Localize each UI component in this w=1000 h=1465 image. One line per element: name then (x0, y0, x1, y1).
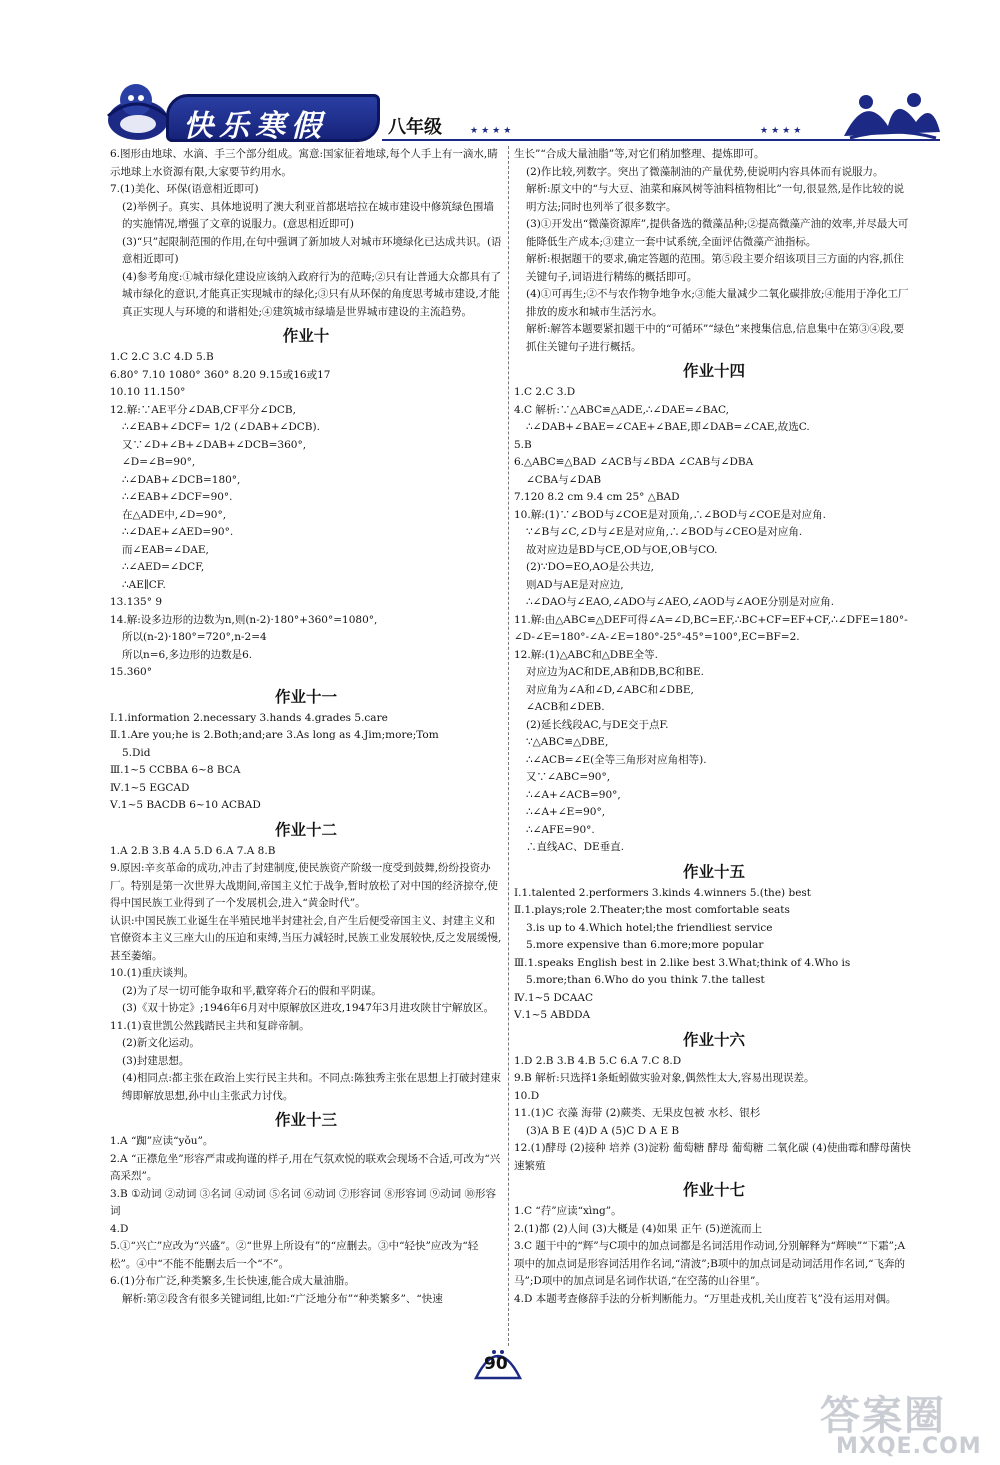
answer-line: ∴∠DAB+∠DCB=180°, (122, 473, 241, 486)
section-heading: 作业十四 (682, 362, 745, 380)
answer-line: ∴∠A+∠ACB=90°, (526, 788, 621, 801)
answer-line: 而∠EAB=∠DAE, (122, 543, 209, 556)
answer-line: 10.D (514, 1089, 540, 1102)
answer-line: ∴∠DAB+∠BAE=∠CAE+∠BAE,即∠DAB=∠CAE,故选C. (526, 421, 810, 433)
section-heading: 作业十二 (274, 820, 337, 839)
answer-line: 9.B 解析:只选择1条蚯蚓做实验对象,偶然性太大,容易出现误差。 (514, 1072, 815, 1084)
answer-line: 5.more expensive than 6.more;more popular (526, 939, 764, 951)
answer-line: Ⅰ.1.information 2.necessary 3.hands 4.grades 5.care (110, 711, 388, 724)
answer-line: 6.(1)分布广泛,种类繁多,生长快速,能合成大量油脂。 (110, 1275, 355, 1287)
answer-line: (2)作比较,列数字。突出了微藻制油的产量优势,使说明内容具体而有说服力。 (526, 165, 884, 178)
answer-line: 6.图形由地球、水滴、手三个部分组成。寓意:国家征着地球,每个人手上有一滴水,睛示地球上水资源有限,大家要节约用水。 (110, 148, 498, 178)
answer-line: ∴∠EAB+∠DCF=90°. (122, 491, 233, 503)
answer-line: 7.(1)美化、环保(语意相近即可) (110, 183, 259, 195)
answer-line: 3.C 题干中的“辉”与C项中的加点词都是名词活用作动词,分别解释为“辉映”“下霜”;A项中的加点词是形容词活用作名词,“清波”;B项中的加点词是动词活用作名词,“飞奔的马”;D项中的加点词是名词作状语,“在空荡的山谷里”。 (514, 1240, 906, 1287)
answer-line: (4)①可再生;②不与农作物争地争水;③能大量减少二氧化碳排放;④能用于净化工厂排放的废水和城市生活污水。 (526, 288, 909, 318)
answer-line: 5.more;than 6.Who do you think 7.the tallest (526, 974, 765, 986)
watermark-logo-text: 答案圈 (820, 1393, 946, 1439)
answer-line: ∵△ABC≌△DBE, (526, 736, 609, 748)
answer-line: 14.解:设多边形的边数为n,则(n-2)·180°+360°=1080°, (110, 613, 378, 626)
answer-line: Ⅲ.1~5 CCBBA 6~8 BCA (110, 764, 241, 776)
answer-line: 6.△ABC≌△BAD ∠ACB与∠BDA ∠CAB与∠DBA (514, 456, 754, 468)
answer-line: 7.120 8.2 cm 9.4 cm 25° △BAD (514, 491, 680, 503)
answer-line: 10.10 11.150° (110, 386, 186, 398)
answer-line: ∴AE∥CF. (122, 578, 166, 591)
answer-line: 解析:根据题干的要求,确定答题的范围。第⑤段主要介绍该项目三方面的内容,抓住关键句子,词语进行精练的概括即可。 (526, 253, 904, 283)
answer-line: 1.C “荇”应读“xìng”。 (514, 1205, 622, 1217)
answer-line: ∴∠ACB=∠E(全等三角形对应角相等). (526, 753, 707, 766)
brand-banner (166, 94, 380, 142)
answer-line: ∴∠EAB+∠DCF= 1/2 (∠DAB+∠DCB). (122, 421, 320, 433)
answer-line: ∴∠AFE=90°. (526, 823, 595, 836)
answer-line: ∴∠AED=∠DCF, (122, 561, 205, 573)
answer-line: 对应边为AC和DE,AB和DB,BC和BE. (526, 666, 704, 678)
answer-line: ∴直线AC、DE垂直. (526, 841, 625, 853)
answer-line: ∴∠DAE+∠AED=90°. (122, 526, 234, 538)
page-number-badge (472, 1340, 524, 1380)
answer-line: 对应角为∠A和∠D,∠ABC和∠DBE, (526, 683, 694, 696)
answer-line: Ⅱ.1.Are you;he is 2.Both;and;are 3.As long as 4.Jim;more;Tom (110, 729, 439, 741)
answer-line: (3)A B E (4)D A (5)C D A E B (526, 1124, 680, 1137)
grade-label: 八年级 (388, 117, 442, 138)
section-heading: 作业十五 (682, 862, 745, 881)
answer-line: 12.解:∵AE平分∠DAB,CF平分∠DCB, (110, 403, 296, 416)
left-column (110, 146, 502, 1308)
answer-line: 生长”“合成大量油脂”等,对它们稍加整理、提炼即可。 (514, 148, 765, 160)
answer-line: (3)①开发出“微藻资源库”,提供备选的微藻品种;②提高微藻产油的效率,并尽最大可能降低生产成本;③建立一套中试系统,全面评估微藻产油指标。 (526, 218, 909, 248)
answer-line: ∴∠A+∠E=90°, (526, 806, 606, 818)
answer-line: 10.解:(1)∵∠BOD与∠COE是对顶角,∴∠BOD与∠COE是对应角. (514, 508, 826, 521)
answer-line: (2)延长线段AC,与DE交于点F. (526, 718, 669, 731)
page-number: 90 (484, 1354, 508, 1374)
site-watermark (806, 1384, 996, 1462)
answer-line: 12.(1)酵母 (2)接种 培养 (3)淀粉 葡萄糖 酵母 葡萄糖 二氧化碳 (4)使曲霉和酵母菌快速繁殖 (514, 1142, 911, 1172)
answer-line: 9.原因:辛亥革命的成功,冲击了封建制度,使民族资产阶级一度受到鼓舞,纷纷投资办厂。特别是第一次世界大战期间,帝国主义忙于战争,暂时放松了对中国的经济掠夺,使得中国民族工业得到了一个发展机会,进入“黄金时代”。 (110, 862, 499, 909)
right-column (514, 146, 914, 1308)
section-heading: 作业十六 (682, 1030, 745, 1049)
answer-line: 解析:解答本题要紧扣题干中的“可循环”“绿色”来搜集信息,信息集中在第③④段,要抓住关键句子进行概括。 (526, 323, 905, 353)
answer-line: 12.解:(1)△ABC和△DBE全等. (514, 648, 658, 661)
answer-line: 解析:原文中的“与大豆、油菜和麻风树等油料植物相比”一句,很显然,是作比较的说明方法;同时也列举了很多数字。 (526, 183, 904, 213)
answer-line: 4.D (110, 1222, 129, 1235)
answer-line: 1.A “踟”应读“yǒu”。 (110, 1135, 214, 1147)
section-heading: 作业十一 (274, 687, 337, 706)
answer-line: 所以(n-2)·180°=720°,n-2=4 (122, 631, 267, 643)
answer-line: (3)《双十协定》;1946年6月对中原解放区进攻,1947年3月进攻陕甘宁解放区。 (122, 1002, 495, 1014)
answer-line: 1.A 2.B 3.B 4.A 5.D 6.A 7.A 8.B (110, 844, 276, 857)
answer-line: Ⅱ.1.plays;role 2.Theater;the most comfortable seats (514, 904, 790, 916)
brand-title: 快乐寒假 (183, 109, 327, 144)
answer-line: ∠D=∠B=90°, (122, 456, 196, 468)
section-heading: 作业十七 (682, 1181, 745, 1199)
answer-line: (3)“只”起限制范围的作用,在句中强调了新加坡人对城市环境绿化已达成共识。(语意相近即可) (122, 235, 502, 265)
answer-line: 4.D 本题考查修辞手法的分析判断能力。“万里赴戎机,关山度若飞”没有运用对偶。 (514, 1292, 897, 1305)
page-header (0, 0, 1000, 144)
answer-line: 1.C 2.C 3.C 4.D 5.B (110, 351, 214, 363)
star-decoration-right: ★★★★ (760, 126, 805, 136)
answer-line: 11.(1)袁世凯公然践踏民主共和复辟帝制。 (110, 1019, 310, 1032)
answer-line: 又∵∠ABC=90°, (526, 771, 611, 783)
answer-line: 4.C 解析:∵△ABC≌△ADE,∴∠DAE=∠BAC, (514, 403, 729, 416)
answer-line: 13.135° 9 (110, 596, 163, 608)
star-decoration-left: ★★★★ (470, 126, 515, 136)
answer-line: 认识:中国民族工业诞生在半殖民地半封建社会,自产生后便受帝国主义、封建主义和官僚资本主义三座大山的压迫和束缚,当压力减轻时,民族工业发展较快,反之发展缓慢,甚至萎缩。 (110, 914, 502, 962)
answer-line: 15.360° (110, 666, 152, 678)
column-divider (508, 146, 509, 1346)
answer-line: (2)为了尽一切可能争取和平,戳穿蒋介石的假和平阴谋。 (122, 984, 382, 997)
answer-line: 5.Did (122, 746, 151, 759)
answer-line: ∠CBA与∠DAB (526, 473, 602, 486)
answer-line: (2)举例子。真实、具体地说明了澳大利亚首都堪培拉在城市建设中修筑绿色围墙的实施情况,增强了文章的说服力。(意思相近即可) (122, 200, 494, 230)
answer-line: Ⅲ.1.speaks English best in 2.like best 3.What;think of 4.Who is (514, 956, 851, 969)
answer-line: 解析:第②段含有很多关键词组,比如:“广泛地分布”“种类繁多”、“快速 (122, 1292, 443, 1305)
answer-line: 11.(1)C 衣藻 海带 (2)蕨类、无果皮包被 水杉、银杉 (514, 1107, 761, 1119)
answer-line: Ⅴ.1~5 BACDB 6~10 ACBAD (110, 799, 261, 811)
answer-line: 所以n=6,多边形的边数是6. (122, 648, 253, 661)
answer-line: 则AD与AE是对应边, (526, 578, 624, 591)
children-silhouette-icon (836, 86, 946, 142)
answer-line: 2.A “正襟危坐”形容严肃或拘谨的样子,用在气氛欢悦的联欢会现场不合适,可改为“兴高采烈”。 (110, 1152, 501, 1182)
answer-line: ∵∠B与∠C,∠D与∠E是对应角,∴∠BOD与∠CEO是对应角. (526, 526, 803, 538)
watermark-url: MXQE.COM (836, 1434, 982, 1459)
answer-line: 在△ADE中,∠D=90°, (122, 508, 227, 521)
answer-line: Ⅳ.1~5 DCAAC (514, 991, 593, 1004)
answer-line: 5.B (514, 438, 532, 451)
answer-line: 1.D 2.B 3.B 4.B 5.C 6.A 7.C 8.D (514, 1054, 682, 1067)
answer-line: 3.B ①动词 ②动词 ③名词 ④动词 ⑤名词 ⑥动词 ⑦形容词 ⑧形容词 ⑨动词 ⑩形容词 (110, 1187, 497, 1217)
answer-line: 1.C 2.C 3.D (514, 386, 576, 398)
section-heading: 作业十 (282, 327, 330, 345)
answer-line: 10.(1)重庆谈判。 (110, 967, 195, 979)
answer-line: Ⅴ.1~5 ABDDA (514, 1009, 591, 1021)
answer-line: 2.(1)都 (2)人间 (3)大概是 (4)如果 正午 (5)逆流而上 (514, 1222, 763, 1235)
answer-line: 3.is up to 4.Which hotel;the friendliest service (526, 921, 773, 934)
answer-line: (3)封建思想。 (122, 1054, 190, 1067)
section-heading: 作业十三 (274, 1111, 337, 1129)
answer-line: (2)新文化运动。 (122, 1037, 200, 1049)
answer-line: 故对应边是BD与CE,OD与OE,OB与CO. (526, 543, 718, 556)
answer-line: 5.①“兴亡”应改为“兴盛”。②“世界上所设有”的“应删去。③中“轻快”应改为“轻松”。④中“不能不能删去后一个“不”。 (110, 1240, 479, 1270)
answer-line: 又∵∠D+∠B+∠DAB+∠DCB=360°, (122, 438, 307, 451)
answer-line: (4)相同点:都主张在政治上实行民主共和。不同点:陈独秀主张在思想上打破封建束缚即解放思想,孙中山主张武力讨伐。 (122, 1072, 501, 1102)
answer-line: 11.解:由△ABC≌△DEF可得∠A=∠D,BC=EF,∴BC+CF=EF+CF,∴∠DFE=180°-∠D-∠E=180°-∠A-∠E=180°-25°-45°=100°,EC=BF=2. (514, 613, 908, 643)
answer-line: Ⅳ.1~5 EGCAD (110, 781, 190, 794)
answer-line: ∠ACB和∠DEB. (526, 701, 605, 713)
answer-line: ∴∠DAO与∠EAO,∠ADO与∠AEO,∠AOD与∠AOE分别是对应角. (526, 596, 835, 608)
answer-line: (4)参考角度:①城市绿化建设应该纳入政府行为的范畴;②只有让普通大众都具有了城市绿化的意识,才能真正实现城市的绿化;③只有从环保的角度思考城市建设,才能真正实现人与环境的和谐相处;④建筑城市绿墙是世界城市建设的主流趋势。 (122, 270, 501, 318)
answer-line: 6.80° 7.10 1080° 360° 8.20 9.15或16或17 (110, 368, 331, 381)
answer-line: (2)∵DO=EO,AO是公共边, (526, 561, 654, 573)
answer-line: Ⅰ.1.talented 2.performers 3.kinds 4.winners 5.(the) best (514, 886, 812, 899)
